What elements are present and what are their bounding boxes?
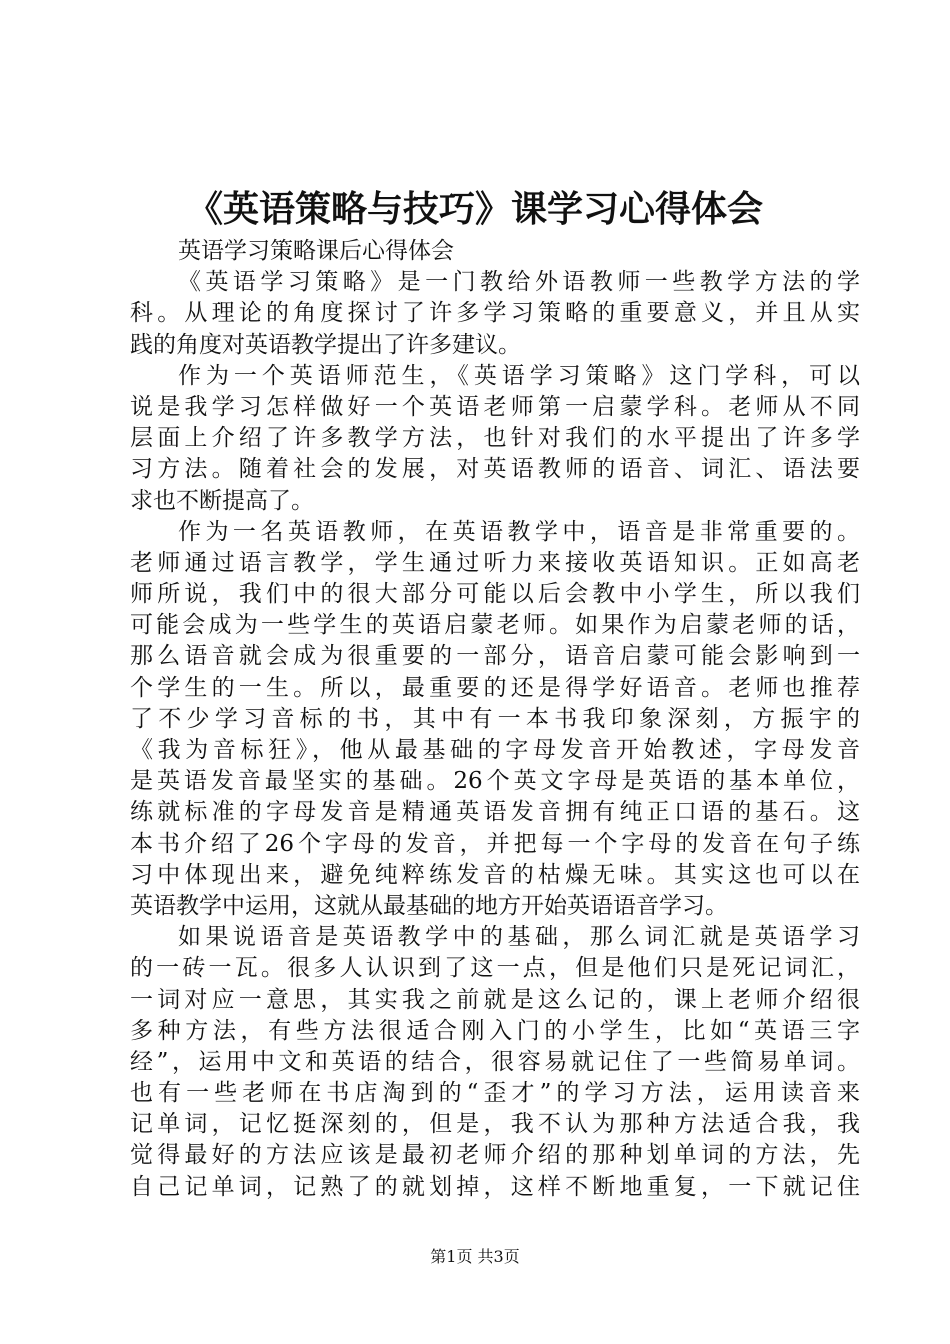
body-line: 经”，运用中文和英语的结合，很容易就记住了一些简易单词。 [130, 1048, 860, 1075]
body-line: 践的角度对英语教学提出了许多建议。 [130, 331, 521, 358]
body-line: 一词对应一意思，其实我之前就是这么记的，课上老师介绍很 [130, 986, 860, 1013]
body-line: 练就标准的字母发音是精通英语发音拥有纯正口语的基石。这 [130, 799, 860, 826]
body-line: 层面上介绍了许多教学方法，也针对我们的水平提出了许多学 [130, 425, 860, 452]
body-line: 觉得最好的方法应该是最初老师介绍的那种划单词的方法，先 [130, 1142, 860, 1169]
document-body [130, 236, 860, 1203]
body-line: 了不少学习音标的书，其中有一本书我印象深刻，方振宇的 [130, 705, 860, 732]
body-line: 习方法。随着社会的发展，对英语教师的语音、词汇、语法要 [130, 456, 860, 483]
body-line: 那么语音就会成为很重要的一部分，语音启蒙可能会影响到一 [130, 643, 860, 670]
body-line: 英语学习策略课后心得体会 [178, 238, 454, 264]
body-line: 师所说，我们中的很大部分可能以后会教中小学生，所以我们 [130, 581, 860, 608]
body-line: 英语教学中运用，这就从最基础的地方开始英语语音学习。 [130, 892, 728, 919]
body-line: 也有一些老师在书店淘到的“歪才”的学习方法，运用读音来 [130, 1080, 860, 1107]
body-line: 个学生的一生。所以，最重要的还是得学好语音。老师也推荐 [130, 674, 860, 701]
body-line: 《我为音标狂》，他从最基础的字母发音开始教述，字母发音 [130, 737, 860, 763]
body-line: 多种方法，有些方法很适合刚入门的小学生，比如“英语三字 [130, 1017, 860, 1044]
body-line: 自己记单词，记熟了的就划掉，这样不断地重复，一下就记住 [130, 1173, 860, 1200]
body-line: 是英语发音最坚实的基础。26个英文字母是英语的基本单位， [130, 768, 860, 795]
body-line: 本书介绍了26个字母的发音，并把每一个字母的发音在句子练 [130, 830, 860, 857]
body-line: 的一砖一瓦。很多人认识到了这一点，但是他们只是死记词汇， [130, 955, 860, 982]
body-line: 作为一名英语教师，在英语教学中，语音是非常重要的。 [178, 518, 860, 545]
body-line: 作为一个英语师范生，《英语学习策略》这门学科，可以 [178, 362, 860, 389]
body-line: 说是我学习怎样做好一个英语老师第一启蒙学科。老师从不同 [130, 393, 860, 420]
body-line: 如果说语音是英语教学中的基础，那么词汇就是英语学习 [178, 924, 860, 951]
body-line: 老师通过语言教学，学生通过听力来接收英语知识。正如高老 [130, 549, 860, 576]
body-line: 《英语学习策略》是一门教给外语教师一些教学方法的学 [178, 269, 860, 296]
body-line: 求也不断提高了。 [130, 487, 314, 514]
body-line: 习中体现出来，避免纯粹练发音的枯燥无味。其实这也可以在 [130, 861, 860, 888]
body-line: 科。从理论的角度探讨了许多学习策略的重要意义，并且从实 [130, 300, 860, 327]
document-title: 《英语策略与技巧》课学习心得体会 [186, 188, 763, 230]
body-line: 记单词，记忆挺深刻的，但是，我不认为那种方法适合我，我 [130, 1111, 860, 1138]
page-footer: 第1页 共3页 [430, 1247, 520, 1266]
body-line: 可能会成为一些学生的英语启蒙老师。如果作为启蒙老师的话， [130, 612, 860, 639]
